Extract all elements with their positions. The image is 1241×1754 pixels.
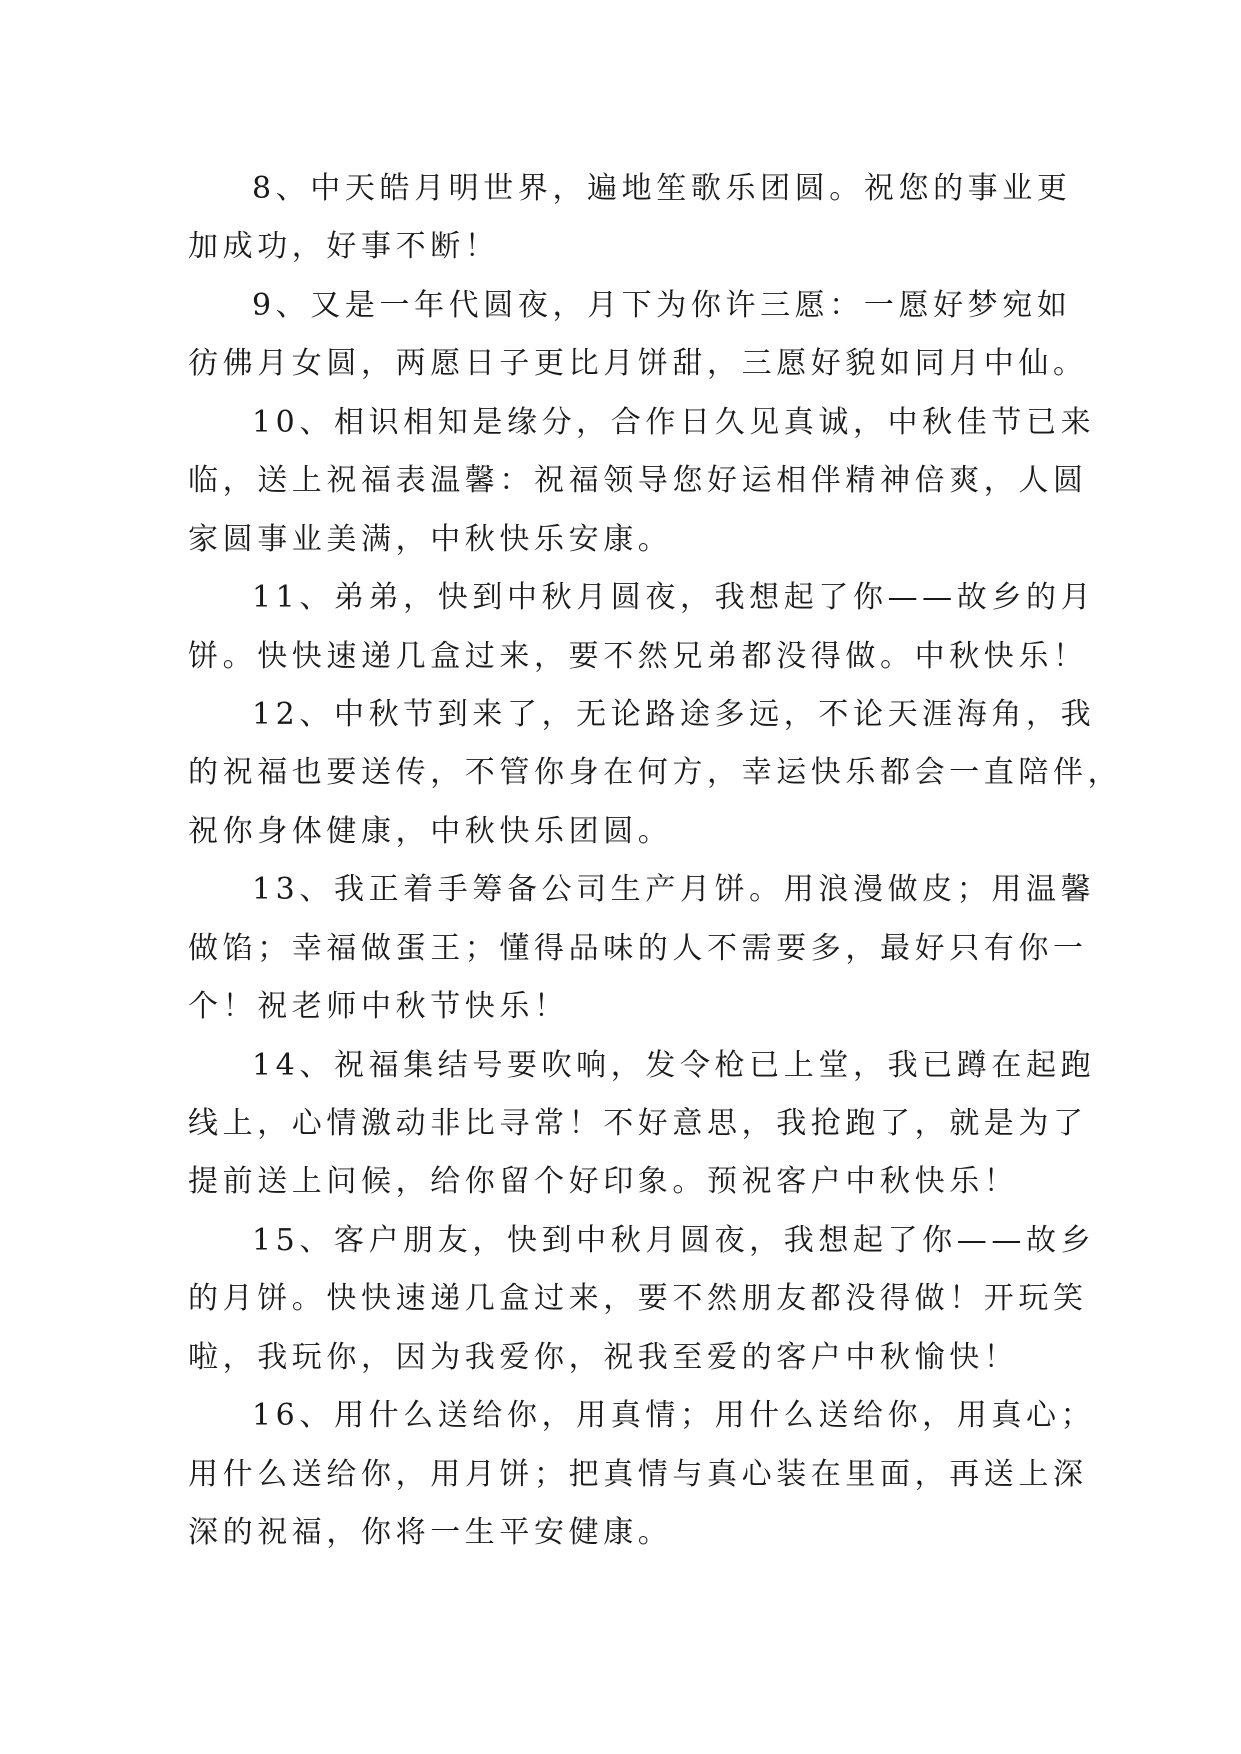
paragraph-8 [188,160,1072,277]
paragraph-line: 16、用什么送给你，用真情；用什么送给你，用真心； [252,1398,1096,1434]
paragraph-line: 10、相识相知是缘分，合作日久见真诚，中秋佳节已来 [252,404,1096,440]
paragraph-line: 临，送上祝福表温馨：祝福领导您好运相伴精神倍爽，人圆 [188,463,1088,499]
paragraph-line: 15、客户朋友，快到中秋月圆夜，我想起了你——故乡 [252,1222,1096,1258]
paragraph-line: 彷佛月女圆，两愿日子更比月饼甜，三愿好貌如同月中仙。 [188,346,1088,382]
paragraph-10 [188,394,1096,569]
paragraph-line: 14、祝福集结号要吹响，发令枪已上堂，我已蹲在起跑 [252,1047,1096,1083]
document-body [188,160,1123,1563]
paragraph-line: 饼。快快速递几盒过来，要不然兄弟都没得做。中秋快乐！ [188,638,1088,674]
paragraph-line: 啦，我玩你，因为我爱你，祝我至爱的客户中秋愉快！ [188,1339,1019,1375]
paragraph-15 [188,1212,1096,1387]
paragraph-line: 8、中天皓月明世界，遍地笙歌乐团圆。祝您的事业更 [252,171,1072,206]
paragraph-line: 家圆事业美满，中秋快乐安康。 [188,521,673,557]
paragraph-line: 12、中秋节到来了，无论路途多远，不论天涯海角，我 [252,696,1096,732]
paragraph-9 [188,277,1088,394]
paragraph-line: 加成功，好事不断！ [188,229,500,265]
paragraph-line: 线上，心情激动非比寻常！不好意思，我抢跑了，就是为了 [188,1106,1088,1141]
paragraph-13 [188,861,1096,1036]
paragraph-11 [188,569,1096,686]
paragraph-line: 13、我正着手筹备公司生产月饼。用浪漫做皮；用温馨 [252,872,1096,908]
paragraph-14 [188,1037,1096,1212]
paragraph-line: 的月饼。快快速递几盒过来，要不然朋友都没得做！开玩笑 [188,1281,1088,1317]
paragraph-line: 11、弟弟，快到中秋月圆夜，我想起了你——故乡的月 [252,580,1096,616]
paragraph-line: 用什么送给你，用月饼；把真情与真心装在里面，再送上深 [188,1456,1088,1492]
paragraph-line: 祝你身体健康，中秋快乐团圆。 [188,813,673,849]
paragraph-line: 个！祝老师中秋节快乐！ [188,989,569,1025]
paragraph-line: 提前送上问候，给你留个好印象。预祝客户中秋快乐！ [188,1164,1019,1200]
paragraph-line: 9、又是一年代圆夜，月下为你许三愿：一愿好梦宛如 [252,287,1072,323]
paragraph-16 [188,1387,1096,1562]
paragraph-12 [188,686,1123,861]
paragraph-line: 深的祝福，你将一生平安健康。 [188,1515,673,1551]
paragraph-line: 做馅；幸福做蛋王；懂得品味的人不需要多，最好只有你一 [188,930,1088,966]
paragraph-line: 的祝福也要送传，不管你身在何方，幸运快乐都会一直陪伴， [188,755,1123,791]
